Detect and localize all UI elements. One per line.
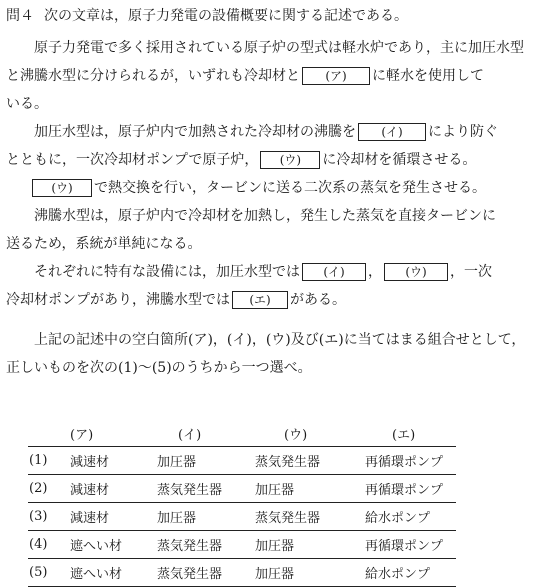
blank-u-box: (ウ)	[32, 179, 92, 197]
choice-number: (1)	[29, 453, 48, 468]
choice-row	[28, 447, 456, 475]
column-header: (エ)	[392, 427, 416, 443]
table-cell: 遮へい材	[70, 567, 123, 582]
table-cell: 再循環ポンプ	[365, 455, 444, 470]
passage-text: 冷却材ポンプがあり，沸騰水型では	[6, 292, 230, 308]
passage-text: とともに，一次冷却材ポンプで原子炉，	[6, 152, 259, 168]
table-cell: 減速材	[70, 483, 110, 498]
choice-number: (5)	[29, 565, 48, 580]
table-cell: 加圧器	[255, 483, 295, 498]
blank-e-box: (エ)	[232, 291, 288, 309]
column-header	[28, 420, 58, 447]
table-cell: 再循環ポンプ	[365, 483, 444, 498]
choice-row	[28, 559, 456, 587]
choice-number: (2)	[29, 481, 48, 496]
instruction-line	[34, 330, 525, 350]
passage-line	[6, 66, 484, 86]
column-header: (ウ)	[284, 427, 308, 443]
blank-u-box: (ウ)	[384, 263, 448, 281]
passage-text: により防ぐ	[428, 124, 498, 140]
passage-text: 送るため，系統が単純になる。	[6, 236, 202, 252]
table-cell: 給水ポンプ	[365, 567, 431, 582]
question-number: 問４	[6, 8, 34, 24]
choice-row	[28, 503, 456, 531]
passage-text: 沸騰水型は，原子炉内で冷却材を加熱し，発生した蒸気を直接タービンに	[34, 208, 496, 224]
table-header-row	[28, 420, 456, 447]
passage-line	[6, 150, 476, 170]
choice-row	[28, 531, 456, 559]
answer-choices-table	[28, 420, 456, 587]
instruction-text: 上記の記述中の空白箇所(ア)，(イ)，(ウ)及び(エ)に当てはまる組合せとして，	[34, 332, 526, 348]
passage-line	[34, 38, 524, 58]
instruction-line	[6, 358, 312, 378]
question-lead: 次の文章は，原子力発電の設備概要に関する記述である。	[44, 8, 408, 24]
table-cell: 減速材	[70, 455, 110, 470]
table-cell: 蒸気発生器	[157, 483, 223, 498]
table-cell: 蒸気発生器	[255, 455, 321, 470]
passage-line	[34, 122, 498, 142]
passage-text: それぞれに特有な設備には，加圧水型では	[34, 264, 300, 280]
choice-row	[28, 475, 456, 503]
passage-line	[30, 178, 486, 198]
passage-text: 加圧水型は，原子炉内で加熱された冷却材の沸騰を	[34, 124, 356, 140]
passage-text: で熱交換を行い，タービンに送る二次系の蒸気を発生させる。	[94, 180, 486, 196]
table-cell: 給水ポンプ	[365, 511, 431, 526]
passage-line	[6, 234, 201, 254]
blank-a-box: (ア)	[302, 67, 370, 85]
question-heading	[6, 6, 408, 26]
passage-text: がある。	[290, 292, 346, 308]
passage-text: いる。	[6, 96, 48, 112]
instruction-text: 正しいものを次の(1)～(5)のうちから一つ選べ。	[6, 360, 312, 376]
passage-line	[6, 94, 48, 114]
table-cell: 減速材	[70, 511, 110, 526]
blank-i-box: (イ)	[302, 263, 366, 281]
choice-number: (4)	[29, 537, 48, 552]
table-cell: 遮へい材	[70, 539, 123, 554]
passage-line	[34, 262, 492, 282]
table-cell: 加圧器	[157, 455, 197, 470]
table-cell: 加圧器	[255, 539, 295, 554]
table-cell: 加圧器	[157, 511, 197, 526]
column-header: (ア)	[70, 427, 94, 443]
table-cell: 再循環ポンプ	[365, 539, 444, 554]
table-cell: 加圧器	[255, 567, 295, 582]
blank-u-box: (ウ)	[260, 151, 320, 169]
passage-text: に軽水を使用して	[372, 68, 484, 84]
table-cell: 蒸気発生器	[255, 511, 321, 526]
passage-text: に冷却材を循環させる。	[322, 152, 477, 168]
table-cell: 蒸気発生器	[157, 539, 223, 554]
passage-text: 原子力発電で多く採用されている原子炉の型式は軽水炉であり，主に加圧水型	[34, 40, 524, 56]
passage-line	[34, 206, 496, 226]
blank-i-box: (イ)	[358, 123, 426, 141]
table-cell: 蒸気発生器	[157, 567, 223, 582]
passage-text: ，	[368, 264, 382, 280]
passage-text: ，一次	[450, 264, 492, 280]
passage-line	[6, 290, 346, 310]
column-header: (イ)	[178, 427, 202, 443]
passage-text: と沸騰水型に分けられるが，いずれも冷却材と	[6, 68, 300, 84]
choice-number: (3)	[29, 509, 48, 524]
